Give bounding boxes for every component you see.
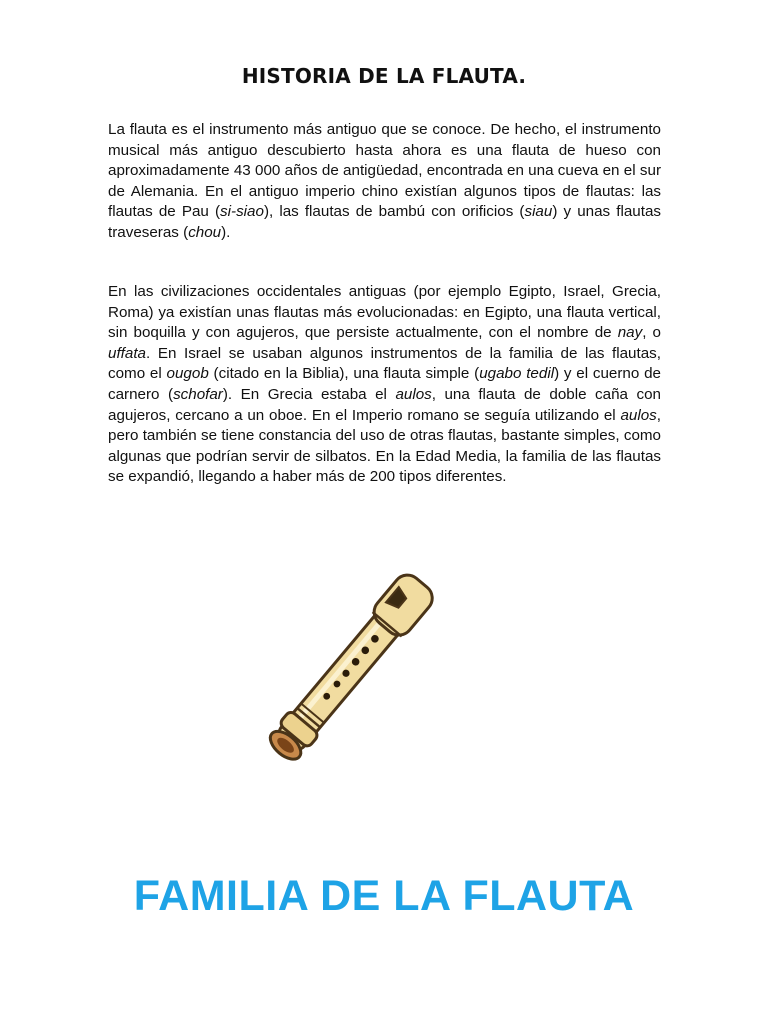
text-run: , pero también se tiene constancia del uso de otras flautas, bastante simples, como algunas que podrían servir de silbatos. En la Edad Media, la familia de las flautas se expandió, llegando a haber más de 200 tipos diferentes. [108,406,661,486]
text-run: ) y unas flautas traveseras ( [108,203,661,241]
italic-term: schofar [173,385,223,403]
text-run: ) y el cuerno de carnero ( [108,365,661,403]
text-run: . En Israel se usaban algunos instrumentos de la familia de las flautas, como el [108,344,661,383]
text-run: ). [221,223,231,241]
italic-term: chou [188,223,222,241]
italic-term: aulos [395,385,432,403]
paragraph-history-intro [108,120,661,244]
italic-term: uffata [108,344,146,362]
page-title: HISTORIA DE LA FLAUTA. [241,64,527,88]
paragraph-history-western [108,282,661,488]
text-run: La flauta es el instrumento más antiguo que se conoce. De hecho, el instrumento musical más antiguo descubierto hasta ahora es una flauta de hueso con aproximadamente 43 000 años de antigüedad, encontrada en una cueva en el sur de Alemania. En el antiguo imperio chino existían algunos tipos de flautas: las flautas de Pau ( [108,121,661,221]
italic-term: ugabo tedil [479,365,555,383]
section-heading-familia: FAMILIA DE LA FLAUTA [133,872,635,920]
recorder-flute-icon [236,568,476,764]
text-run: , o [642,324,662,342]
text-run: (citado en la Biblia), una flauta simple ( [208,365,480,383]
italic-term: si-siao [220,203,264,221]
text-run: En las civilizaciones occidentales antiguas (por ejemplo Egipto, Israel, Grecia, Roma) ya existían unas flautas más evolucionadas: en Egipto, una flauta vertical, sin boquilla y con agujeros, que persiste actualmente, con el nombre de [108,283,661,342]
text-run: , una flauta de doble caña con agujeros, cercano a un oboe. En el Imperio romano se seguía utilizando el [108,385,661,424]
italic-term: siau [524,203,553,221]
italic-term: ougob [166,365,209,383]
text-run: ). En Grecia estaba el [222,385,396,403]
italic-term: nay [617,324,643,342]
text-run: ), las flautas de bambú con orificios ( [263,203,525,221]
italic-term: aulos [620,406,657,424]
